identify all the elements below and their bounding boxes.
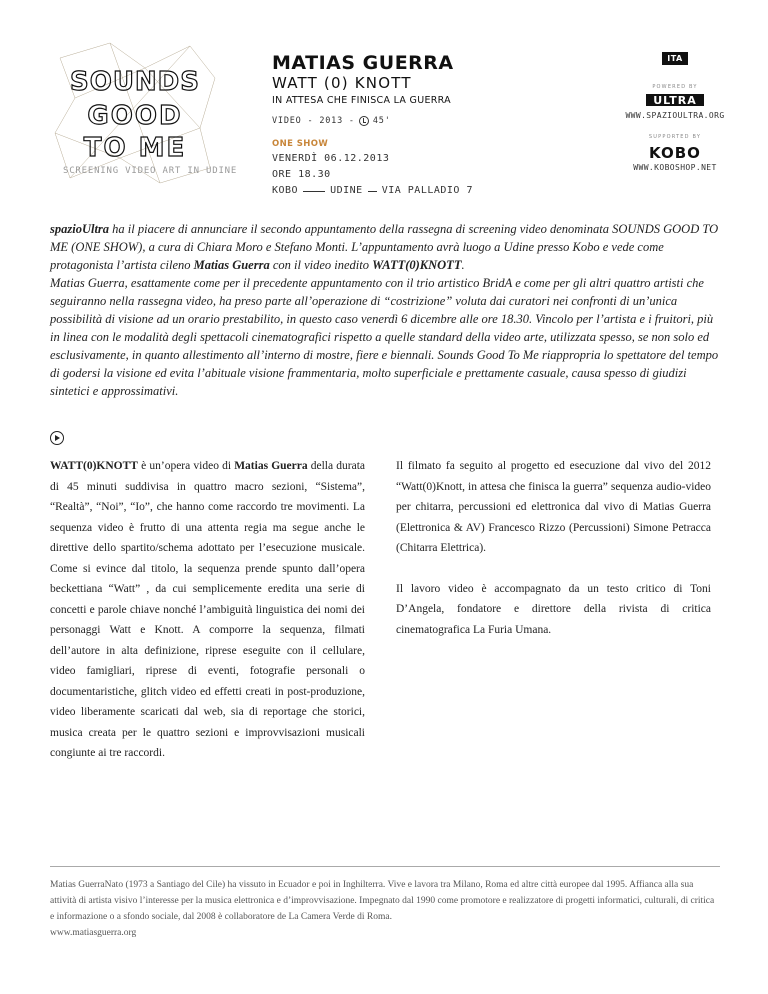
event-time: ORE 18.30: [272, 169, 331, 180]
work-subtitle: IN ATTESA CHE FINISCA LA GUERRA: [272, 95, 451, 106]
body-text-part: della durata di 45 minuti suddivisa in quattro macro sezioni, “Sistema”, “Realtà”, “Noi”, “Io”, che hanno come raccordo tre movimenti. La sequenza video è frutto di una attenta regia ma segue anche le direttive dello spartito/schema adottato per l’esecuzione musicale. Come si evince dal titolo, la sequenza prende spunto dall’opera beckettiana “Watt” , da cui semplicemente eredita una serie di concetti e parole chiave nonché l’ambiguità linguistica dei nomi dei personaggi Watt e Knott. A comporre la sequenza, filmati dell’autore in alta definizione, riprese eseguite con il cellulare, video famigliari, riprese di eventi, fotografie personali o documentaristiche, glitch video ed effetti creati in post-produzione, video liberamente scaricati dal web, sia di reportage che storici, musica creata per le quattro sezioni e improvvisazioni musicali congiunte ai tre raccordi.: [50, 460, 365, 759]
powered-by-label: POWERED BY: [652, 84, 698, 90]
intro-text-part: con il video inedito: [269, 258, 373, 272]
performance-paragraph: Il filmato fa seguito al progetto ed esecuzione dal vivo del 2012 “Watt(0)Knott, in attesa che finisca la guerra” sequenza audio-video per chitarra, percussioni ed elettronica dal vivo di Matias Guerra (Elettronica & AV) Francesco Rizzo (Percussioni) Simone Petracca (Chitarra Elettrica).: [396, 460, 711, 554]
divider-line: [303, 191, 325, 192]
intro-artist: Matias Guerra: [193, 258, 270, 272]
kobo-logo: [647, 144, 703, 160]
intro-text-part: .: [461, 258, 465, 272]
city: UDINE: [330, 185, 363, 196]
logo-word-1: SOUNDS: [69, 67, 201, 97]
description-paragraph: [50, 456, 365, 764]
artist-name: MATIAS GUERRA: [272, 52, 454, 74]
supported-by-label: SUPPORTED BY: [648, 134, 702, 140]
meta-prefix: VIDEO - 2013 -: [272, 116, 355, 126]
event-location: [272, 185, 602, 197]
footer-divider: [50, 866, 720, 867]
brand-name: spazioUltra: [50, 222, 110, 236]
body-column-right: [396, 456, 711, 640]
ultra-logo-text: ULTRA: [653, 94, 697, 107]
logo-word-3: TO ME: [83, 133, 187, 163]
logo-word-2: GOOD: [87, 101, 183, 131]
intro-paragraph-2: Matias Guerra, esattamente come per il precedente appuntamento con il trio artistico BridA e come per gli altri quattro artisti che seguiranno nella rassegna video, ha preso parte all’operazione di “costrizione” voluta dai curatori nei confronti di un’unica possibilità di visione ad un orario prestabilito, in questo caso venerdì 6 dicembre alle ore 18.30. Vincolo per l’artista e i fruitori, più in linea con le modalità degli spettacoli cinematografici rispetto a quelle standard della video arte, utilizzata spesso, se non solo ed esclusivamente, in quanto allestimento all’interno di mostre, fiere e biennali. Sounds Good To Me riappropria lo spettatore del tempo di godersi la visione ed evita l’abituale visione frammentaria, molto superficiale e prettamente casuale, causa spesso di giudizi sintetici e approssimativi.: [50, 276, 719, 398]
work-meta: [272, 116, 602, 126]
work-name: WATT(0)KNOTT: [50, 460, 138, 472]
logo-caption: SCREENING VIDEO ART IN UDINE: [63, 166, 238, 176]
divider-line: [368, 191, 377, 192]
work-title: WATT (0) KNOTT: [272, 74, 412, 92]
address: VIA PALLADIO 7: [381, 185, 473, 196]
body-column-left: [50, 456, 365, 764]
body-text-part: è un’opera video di: [137, 460, 235, 472]
artist-bio: Matias GuerraNato (1973 a Santiago del Cile) ha vissuto in Ecuador e poi in Inghilterra. Vive e lavora tra Milano, Roma ed altre città europee dal 1995. Affianca alla sua attività di artista visivo l’interesse per la musica elettronica e d’improvvisazione. Impegnato dal 1990 come promotore e realizzatore di progetti informatici, culturali, di critica e informazione o a sfondo sociale, dal 2008 è collaboratore de La Camera Verde di Roma.: [50, 880, 715, 922]
language-badge: ITA: [662, 52, 688, 65]
duration: 45': [372, 116, 391, 126]
show-label: ONE SHOW: [272, 139, 329, 149]
clock-icon: [359, 116, 369, 126]
intro-work: WATT(0)KNOTT: [372, 258, 462, 272]
ultra-logo: [646, 92, 704, 108]
intro-paragraph-1: [50, 220, 720, 274]
ultra-website[interactable]: WWW.SPAZIOULTRA.ORG: [625, 111, 725, 120]
play-icon: [50, 431, 64, 445]
sponsors: [620, 48, 730, 172]
intro-text: [50, 220, 720, 400]
venue: KOBO: [272, 185, 299, 196]
artist-website[interactable]: www.matiasguerra.org: [50, 928, 137, 938]
artist-name-inline: Matias Guerra: [234, 460, 308, 472]
critic-paragraph: Il lavoro video è accompagnato da un testo critico di Toni D’Angela, fondatore e direttore della rivista di critica cinematografica La Furia Umana.: [396, 582, 711, 636]
kobo-website[interactable]: WWW.KOBOSHOP.NET: [633, 163, 717, 172]
footer-bio: [50, 877, 720, 941]
kobo-logo-text: KOBO: [649, 144, 701, 160]
event-info: [272, 52, 602, 197]
intro-text-part: ha il piacere di annunciare il secondo appuntamento della rassegna di screening video denominata SOUNDS GOOD TO ME (ONE SHOW), a cura di Chiara Moro e Stefano Monti. L’appuntamento avrà luogo a Udine presso Kobo e vede come protagonista l’artista cileno: [50, 222, 719, 272]
event-date: VENERDÌ 06.12.2013: [272, 153, 390, 164]
